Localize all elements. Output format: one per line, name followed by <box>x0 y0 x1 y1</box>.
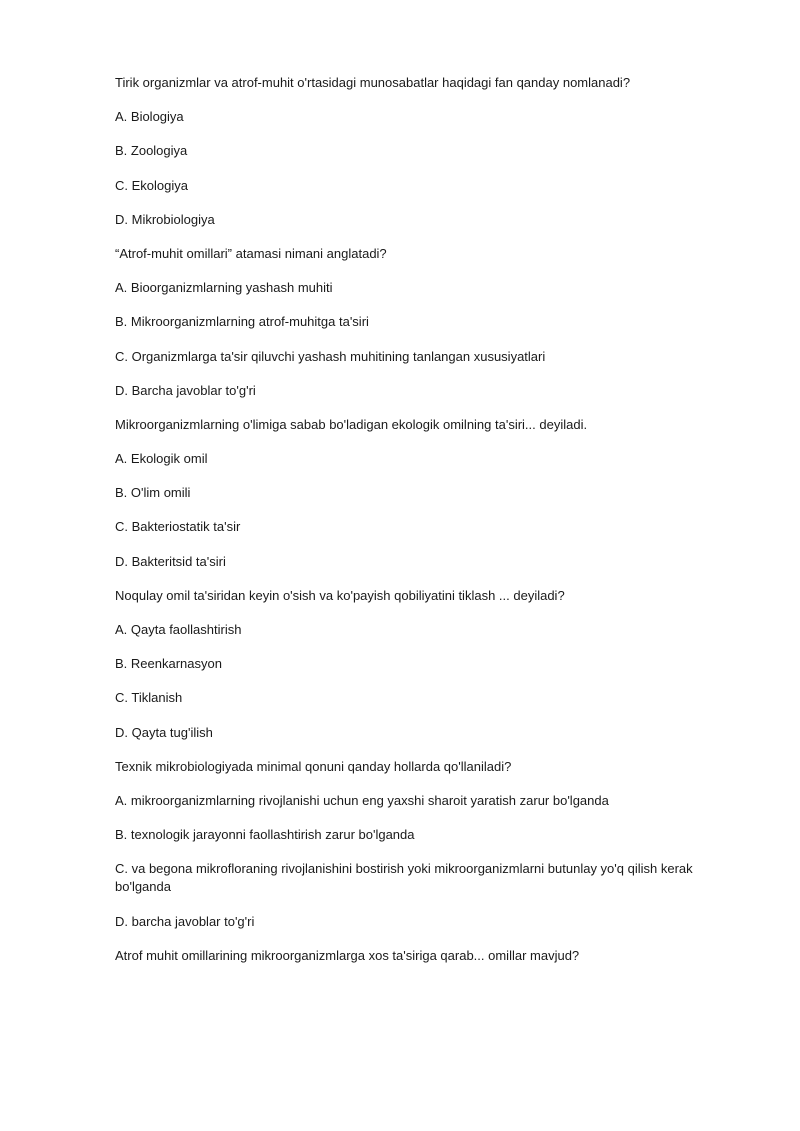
question-3 <box>115 416 735 571</box>
question-text: Tirik organizmlar va atrof-muhit o'rtasidagi munosabatlar haqidagi fan qanday nomlanadi? <box>115 75 631 90</box>
answer-option-a: A. Qayta faollashtirish <box>115 622 242 637</box>
question-6 <box>115 947 735 965</box>
answer-option-d: D. Mikrobiologiya <box>115 211 215 227</box>
answer-option-c: C. va begona mikrofloraning rivojlanishini bostirish yoki mikroorganizmlarni butunlay yo'q qilish kerak bo'lganda <box>115 861 693 895</box>
question-2 <box>115 245 735 400</box>
answer-option-b: B. texnologik jarayonni faollashtirish zarur bo'lganda <box>115 827 415 843</box>
answer-option-d: D. Barcha javoblar to'g'ri <box>115 382 256 398</box>
question-text: Mikroorganizmlarning o'limiga sabab bo'ladigan ekologik omilning ta'siri... deyiladi. <box>115 416 588 432</box>
answer-option-b: B. Reenkarnasyon <box>115 656 222 672</box>
answer-option-a: A. Ekologik omil <box>115 451 208 467</box>
question-text: Atrof muhit omillarining mikroorganizmlarga xos ta'siriga qarab... omillar mavjud? <box>115 947 580 963</box>
answer-option-c: C. Tiklanish <box>115 690 183 706</box>
answer-option-a: A. Bioorganizmlarning yashash muhiti <box>115 280 333 296</box>
answer-option-d: D. Qayta tug'ilish <box>115 724 213 740</box>
answer-option-c: C. Organizmlarga ta'sir qiluvchi yashash muhitining tanlangan xususiyatlari <box>115 348 546 364</box>
question-4 <box>115 587 735 742</box>
answer-option-d: D. barcha javoblar to'g'ri <box>115 913 255 929</box>
question-text: Texnik mikrobiologiyada minimal qonuni qanday hollarda qo'llaniladi? <box>115 758 512 774</box>
question-text: “Atrof-muhit omillari” atamasi nimani anglatadi? <box>115 245 387 261</box>
answer-option-c: C. Bakteriostatik ta'sir <box>115 519 241 535</box>
answer-option-d: D. Bakteritsid ta'siri <box>115 553 226 569</box>
question-text: Noqulay omil ta'siridan keyin o'sish va ko'payish qobiliyatini tiklash ... deyiladi? <box>115 587 565 603</box>
answer-option-a: A. Biologiya <box>115 109 184 125</box>
question-5 <box>115 758 735 931</box>
answer-option-b: B. Mikroorganizmlarning atrof-muhitga ta'siri <box>115 314 369 330</box>
question-1 <box>115 74 735 229</box>
answer-option-c: C. Ekologiya <box>115 177 188 193</box>
document-page <box>115 74 735 981</box>
answer-option-b: B. O'lim omili <box>115 485 191 501</box>
answer-option-b: B. Zoologiya <box>115 143 188 159</box>
answer-option-a: A. mikroorganizmlarning rivojlanishi uchun eng yaxshi sharoit yaratish zarur bo'lganda <box>115 792 609 808</box>
